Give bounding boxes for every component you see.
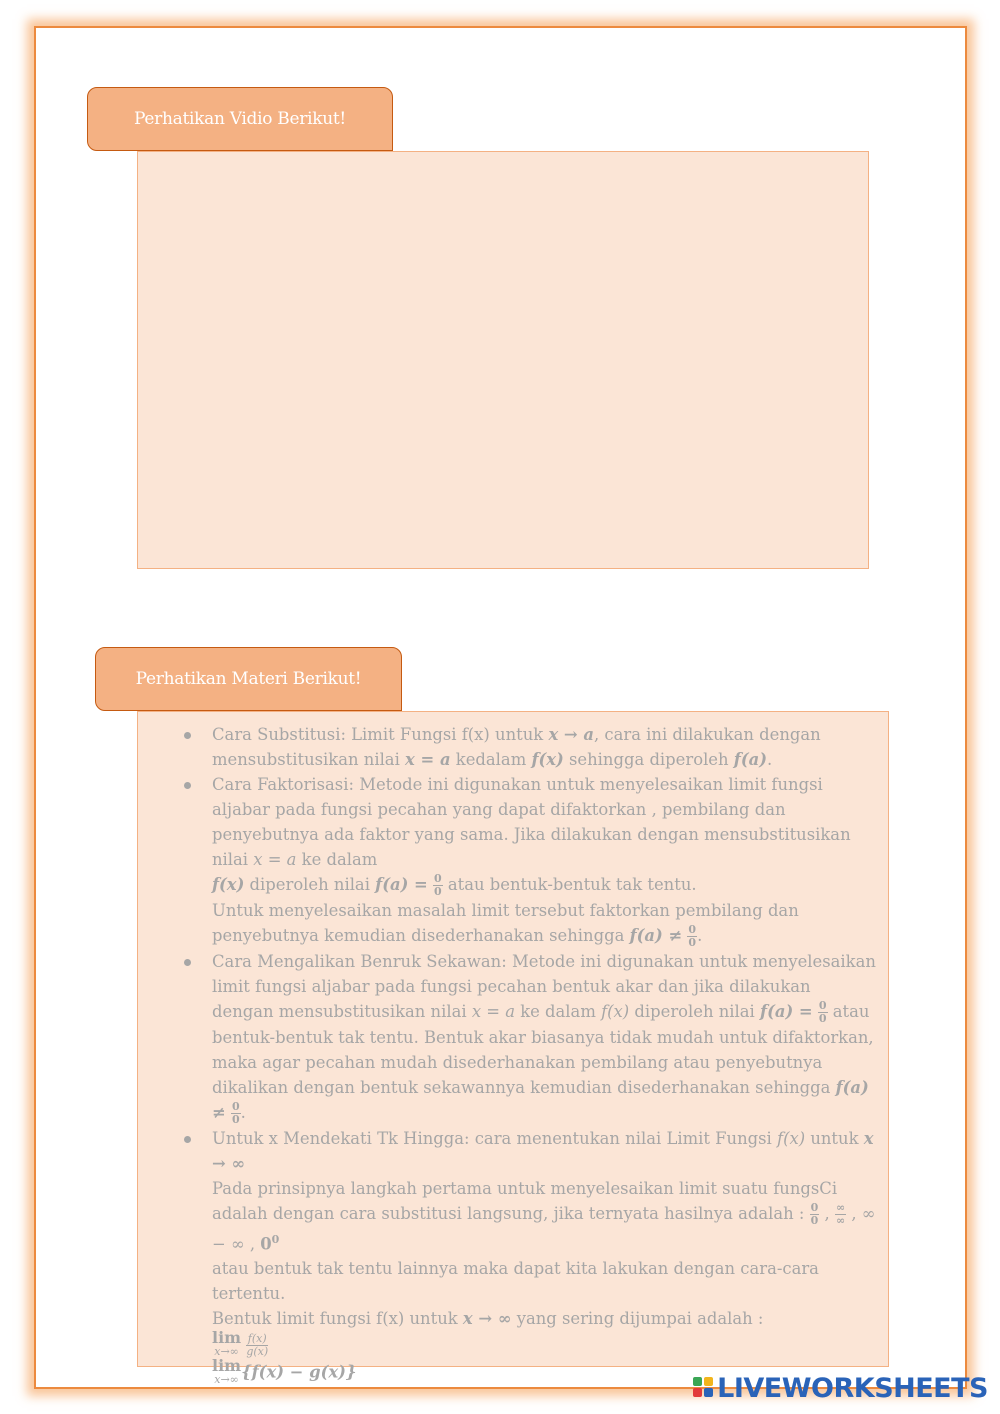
material-content xyxy=(137,711,889,1387)
math-expr: f(x) xyxy=(777,1129,806,1148)
fraction-zero-over-zero: $\frac{0}{0}$ xyxy=(810,1201,819,1227)
item-text: kedalam xyxy=(450,750,532,769)
video-placeholder[interactable] xyxy=(137,151,869,569)
fraction-zero-over-zero: $\frac{0}{0}$ xyxy=(231,1100,240,1126)
item-text: Untuk menyelesaikan masalah limit tersebut faktorkan pembilang dan penyebutnya kemudian disederhanakan sehingga xyxy=(212,901,799,945)
math-expr: f(x) xyxy=(531,750,564,769)
math-exponent: 0 xyxy=(271,1233,280,1246)
math-expr: f(a) xyxy=(733,750,767,769)
bullet xyxy=(184,959,191,966)
fraction-f-over-g: $\frac{f(x)}{g(x)}$ xyxy=(246,1331,269,1358)
math-expr: 0 xyxy=(260,1234,272,1254)
list-item-tak-hingga xyxy=(212,1126,876,1387)
bullet xyxy=(184,732,191,739)
item-text: . xyxy=(697,926,703,945)
bullet xyxy=(184,782,191,789)
math-expr: {f(x) − g(x)} xyxy=(241,1362,357,1382)
item-text: , cara ini dilakukan dengan xyxy=(593,725,821,744)
math-expr: x → ∞ xyxy=(212,1129,874,1173)
bullet xyxy=(184,1136,191,1143)
item-text: Untuk x Mendekati Tk Hingga: cara menentukan nilai Limit Fungsi xyxy=(212,1129,777,1148)
separator: , xyxy=(846,1204,862,1223)
item-text: ke dalam xyxy=(296,850,378,869)
item-text: sehingga diperoleh xyxy=(563,750,734,769)
logo-text: LIVEWORKSHEETS xyxy=(717,1372,988,1404)
math-expr: x → a xyxy=(548,725,594,744)
item-text: Bentuk limit fungsi f(x) untuk xyxy=(212,1309,463,1329)
item-text: atau bentuk-bentuk tak tentu. Bentuk akar biasanya tidak mudah untuk difaktorkan, maka agar pecahan mudah disederhanakan pembilang atau penyebutnya dikalikan dengan bentuk sekawannya kemudian disederhanakan sehingga xyxy=(212,1002,874,1097)
math-expr: f(x) xyxy=(601,1002,630,1021)
item-text: diperoleh nilai xyxy=(244,875,376,894)
math-expr: f(x) xyxy=(212,875,245,894)
math-expr: ∞ − ∞ xyxy=(212,1204,876,1254)
limit-expression-2: lim x→∞ xyxy=(212,1356,242,1387)
video-title-text: Perhatikan Vidio Berikut! xyxy=(134,109,346,129)
liveworksheets-logo[interactable] xyxy=(693,1370,988,1406)
fraction-zero-over-zero: $\frac{0}{0}$ xyxy=(688,923,697,949)
list-item-sekawan xyxy=(212,949,876,1126)
math-expr: x → ∞ xyxy=(462,1309,512,1329)
material-section-title xyxy=(95,647,402,711)
item-text: Cara Faktorisasi: Metode ini digunakan untuk menyelesaikan limit fungsi aljabar pada fungsi pecahan yang dapat difaktorkan , pembilang dan penyebutnya ada faktor yang sama. Jika dilakukan dengan mensubstitusikan nilai xyxy=(212,775,851,869)
item-text: . xyxy=(766,750,773,769)
limit-expression-1: lim x→∞ xyxy=(212,1328,242,1359)
item-text: ke dalam xyxy=(514,1002,602,1021)
logo-icon xyxy=(693,1377,715,1399)
item-text: atau bentuk-bentuk tak tentu. xyxy=(442,875,697,894)
item-text: diperoleh nilai xyxy=(629,1002,761,1021)
separator: , xyxy=(819,1204,835,1223)
separator: , xyxy=(244,1234,261,1254)
math-expr: x = a xyxy=(253,850,297,869)
material-title-text: Perhatikan Materi Berikut! xyxy=(135,669,362,689)
math-expr: x = a xyxy=(405,750,451,769)
item-text: Cara Substitusi: Limit Fungsi f(x) untuk xyxy=(212,725,549,744)
item-text: . xyxy=(240,1103,246,1122)
math-expr: f(a) ≠ xyxy=(212,1078,869,1122)
fraction-zero-over-zero: $\frac{0}{0}$ xyxy=(818,999,827,1025)
video-section-title xyxy=(87,87,393,151)
item-text: yang sering dijumpai adalah : xyxy=(511,1309,764,1329)
list-item-substitusi xyxy=(212,722,876,772)
math-expr: x = a xyxy=(471,1002,515,1021)
item-text: Pada prinsipnya langkah pertama untuk menyelesaikan limit suatu fungsCi adalah dengan cara substitusi langsung, jika ternyata hasilnya adalah : xyxy=(212,1179,838,1223)
math-expr: f(a) ≠ xyxy=(629,926,683,945)
item-text: Cara Mengalikan Benruk Sekawan: Metode ini digunakan untuk menyelesaikan limit fungsi aljabar pada fungsi pecahan bentuk akar dan jika dilakukan dengan mensubstitusikan nilai xyxy=(212,952,876,1021)
item-text: atau bentuk tak tentu lainnya maka dapat kita lakukan dengan cara-cara tertentu. xyxy=(212,1259,819,1304)
list-item-faktorisasi xyxy=(212,772,876,949)
math-expr: f(a) = xyxy=(760,1002,813,1021)
math-expr: f(a) = xyxy=(375,875,428,894)
fraction-inf-over-inf: $\frac{\infty}{\infty}$ xyxy=(835,1201,846,1227)
item-text: mensubstitusikan nilai xyxy=(212,750,406,769)
item-text: untuk xyxy=(805,1129,864,1148)
fraction-zero-over-zero: $\frac{0}{0}$ xyxy=(434,872,442,898)
